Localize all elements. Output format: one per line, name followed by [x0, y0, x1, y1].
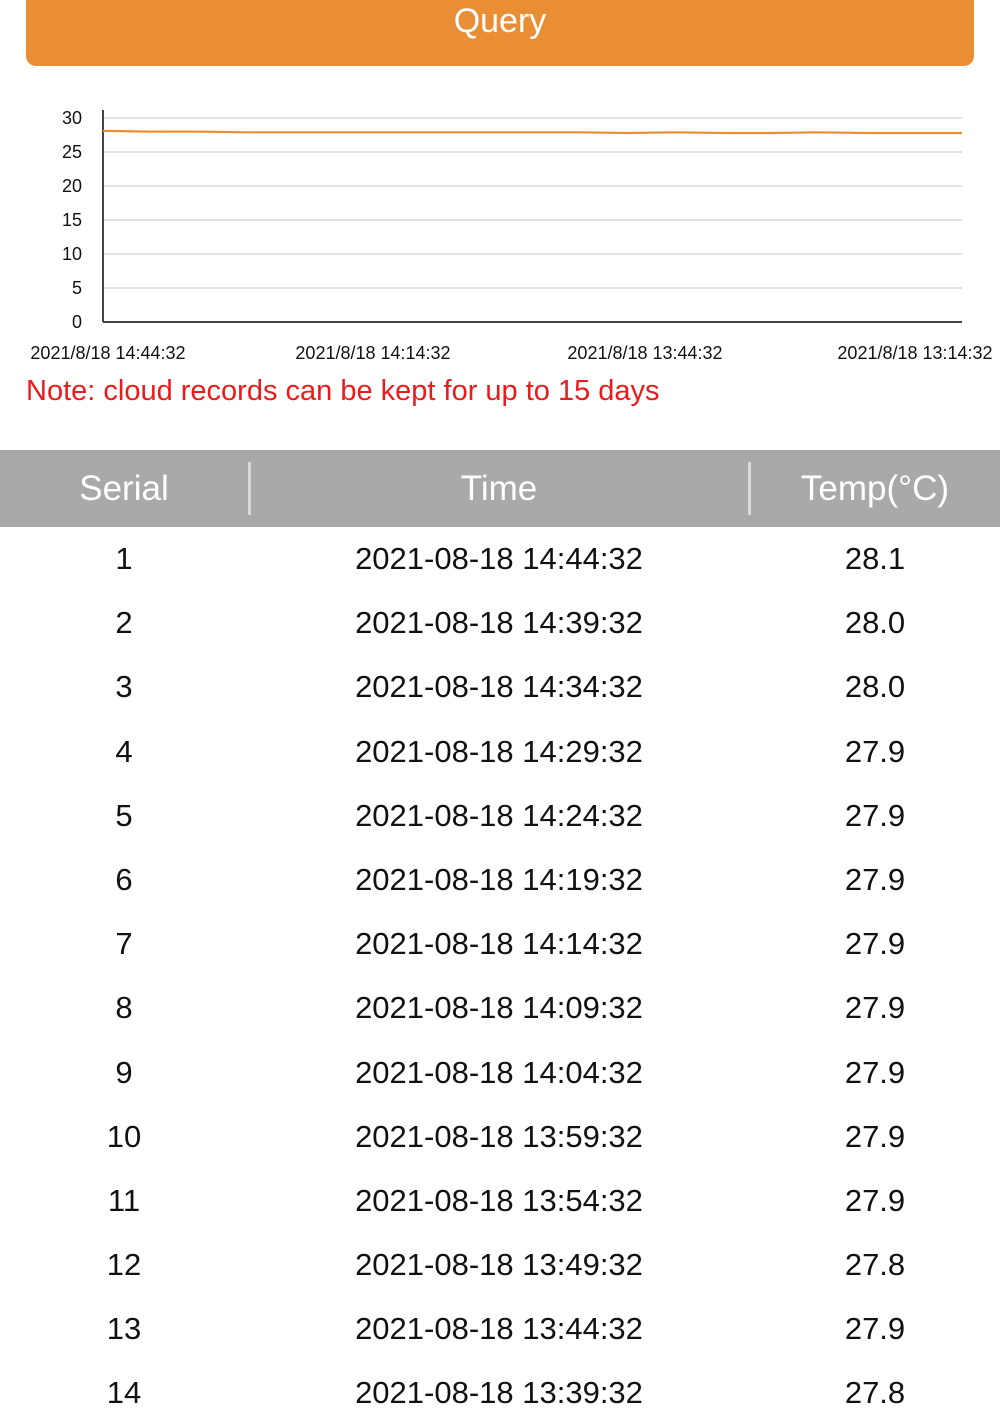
table-row[interactable]: [0, 655, 1000, 719]
y-tick-label: 15: [61, 210, 82, 230]
time-cell: 2021-08-18 14:24:32: [355, 797, 643, 833]
time-cell: 2021-08-18 14:44:32: [355, 541, 643, 576]
table-row[interactable]: [0, 1297, 1000, 1361]
table-row[interactable]: [0, 1041, 1000, 1105]
table-row[interactable]: [0, 720, 1000, 784]
table-row[interactable]: [0, 784, 1000, 848]
time-cell: 2021-08-18 13:49:32: [355, 1247, 643, 1283]
serial-cell: 4: [115, 733, 133, 769]
serial-cell: 10: [106, 1118, 142, 1154]
y-tick-label: 30: [61, 108, 82, 128]
time-cell: 2021-08-18 13:59:32: [355, 1118, 643, 1154]
time-cell: 2021-08-18 14:19:32: [355, 861, 643, 897]
table-row[interactable]: [0, 527, 1000, 591]
serial-cell: 5: [115, 797, 133, 833]
header-serial: Serial: [79, 469, 169, 508]
temp-cell: 28.0: [844, 605, 906, 641]
temp-cell: 27.8: [844, 1247, 906, 1283]
time-cell: 2021-08-18 13:39:32: [355, 1375, 643, 1411]
table-row[interactable]: [0, 848, 1000, 912]
table-header: [0, 450, 1000, 527]
temp-cell: 27.9: [844, 733, 906, 769]
temp-cell: 27.9: [844, 1054, 906, 1090]
series-line: [103, 131, 962, 133]
time-cell: 2021-08-18 13:44:32: [355, 1311, 643, 1347]
time-cell: 2021-08-18 14:09:32: [355, 990, 643, 1026]
serial-cell: 9: [115, 1054, 133, 1090]
retention-note: Note: cloud records can be kept for up to 15 days: [26, 375, 660, 407]
x-tick-label: 2021/8/18 14:44:32: [30, 343, 186, 363]
y-tick-label: 25: [61, 142, 82, 162]
table-row[interactable]: [0, 1105, 1000, 1169]
time-cell: 2021-08-18 14:14:32: [355, 926, 643, 962]
y-tick-label: 0: [71, 312, 82, 332]
records-list[interactable]: [0, 527, 1000, 1426]
temp-cell: 27.9: [844, 926, 906, 962]
y-tick-label: 10: [61, 244, 82, 264]
serial-cell: 12: [106, 1247, 142, 1283]
time-cell: 2021-08-18 14:34:32: [355, 669, 643, 705]
serial-cell: 8: [115, 990, 133, 1026]
table-row[interactable]: [0, 591, 1000, 655]
header-time: Time: [460, 469, 538, 508]
time-cell: 2021-08-18 14:04:32: [355, 1054, 643, 1090]
table-row[interactable]: [0, 976, 1000, 1040]
temp-cell: 27.9: [844, 797, 906, 833]
serial-cell: 3: [115, 669, 133, 705]
time-cell: 2021-08-18 14:39:32: [355, 605, 643, 641]
temp-cell: 28.0: [844, 669, 906, 705]
time-cell: 2021-08-18 13:54:32: [355, 1182, 643, 1218]
temp-cell: 27.9: [844, 1182, 906, 1218]
header-temp: Temp(°C): [800, 469, 950, 508]
query-button-label: Query: [453, 2, 547, 40]
table-row[interactable]: [0, 1361, 1000, 1425]
x-tick-label: 2021/8/18 14:14:32: [295, 343, 451, 363]
serial-cell: 11: [107, 1182, 141, 1218]
table-row[interactable]: [0, 912, 1000, 976]
temp-cell: 27.9: [844, 990, 906, 1026]
temp-cell: 28.1: [844, 541, 906, 576]
serial-cell: 1: [115, 541, 133, 576]
temperature-chart: [0, 100, 1000, 370]
serial-cell: 14: [106, 1375, 142, 1411]
y-tick-label: 5: [71, 278, 82, 298]
table-row[interactable]: [0, 1169, 1000, 1233]
serial-cell: 13: [106, 1311, 142, 1347]
temp-cell: 27.9: [844, 1311, 906, 1347]
temp-cell: 27.8: [844, 1375, 906, 1411]
time-cell: 2021-08-18 14:29:32: [355, 733, 643, 769]
temp-cell: 27.9: [844, 861, 906, 897]
y-tick-label: 20: [61, 176, 82, 196]
query-button[interactable]: [26, 0, 974, 66]
serial-cell: 2: [115, 605, 133, 641]
x-tick-label: 2021/8/18 13:14:32: [837, 343, 993, 363]
table-row[interactable]: [0, 1233, 1000, 1297]
serial-cell: 7: [115, 926, 133, 962]
temp-cell: 27.9: [844, 1118, 906, 1154]
serial-cell: 6: [115, 861, 133, 897]
x-tick-label: 2021/8/18 13:44:32: [567, 343, 723, 363]
